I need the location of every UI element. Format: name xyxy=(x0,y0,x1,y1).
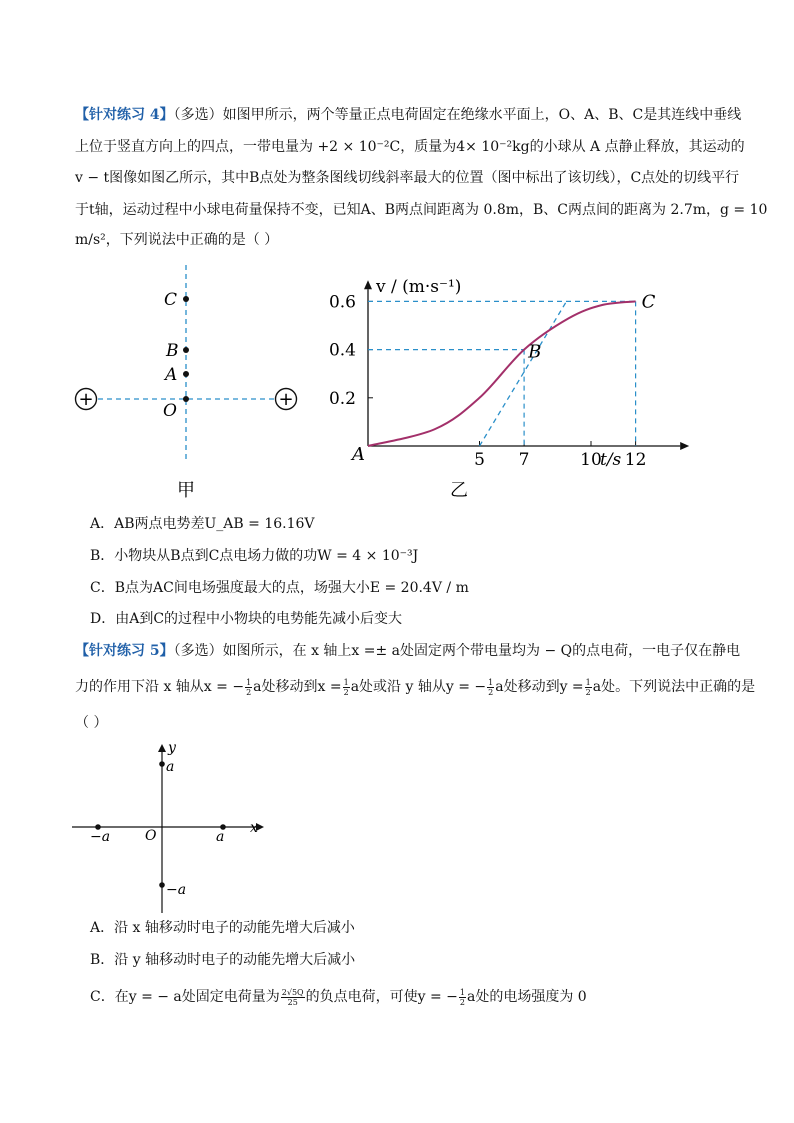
chart-x-tick-label: 10 xyxy=(580,450,602,470)
label-left-neg-a: −a xyxy=(90,829,111,845)
q4-line-5: m/s²，下列说法中正确的是（ ） xyxy=(75,232,279,248)
point-top-a xyxy=(159,761,165,767)
q4-option-a[interactable]: A．AB两点电势差U_AB = 16.16V xyxy=(90,516,315,532)
q5-option-b[interactable]: B．沿 y 轴移动时电子的动能先增大后减小 xyxy=(90,952,356,968)
q5-text-2e: a处。下列说法中正确的是 xyxy=(592,679,756,695)
q5-option-c-text-b: 的负点电荷，可使y = − xyxy=(305,989,458,1005)
q4-option-b[interactable]: B．小物块从B点到C点电场力做的功W = 4 × 10⁻³J xyxy=(90,548,419,564)
right-charge-sign: + xyxy=(278,389,294,410)
left-charge-sign: + xyxy=(78,389,94,410)
fraction-half-4: $\frac{1}{2}$ xyxy=(585,677,591,697)
q4-line-3: v − t图像如图乙所示，其中B点处为整条图线切线斜率最大的位置（图中标出了该切线），C点处的切线平行 xyxy=(75,170,740,186)
q5-option-c-text-a: C．在y = − a处固定电荷量为 xyxy=(90,989,280,1005)
chart-x-tick-label: 7 xyxy=(518,450,530,470)
fraction-half-3: $\frac{1}{2}$ xyxy=(488,677,494,697)
caption-yi: 乙 xyxy=(450,480,468,501)
chart-point-label-b: B xyxy=(528,341,542,363)
fraction-half-2: $\frac{1}{2}$ xyxy=(343,677,349,697)
chart-point-label-c: C xyxy=(641,291,656,313)
q4-option-d[interactable]: D．由A到C的过程中小物块的电势能先减小后变大 xyxy=(90,611,403,627)
q4-text-1: 如图甲所示，两个等量正点电荷固定在绝缘水平面上，O、A、B、C是其连线中垂线 xyxy=(222,107,742,123)
q5-text-2d: a处移动到y = xyxy=(495,679,584,695)
chart-x-tick-label: 12 xyxy=(624,450,647,470)
fraction-half-1: $\frac{1}{2}$ xyxy=(246,677,252,697)
x-axis-label: x xyxy=(250,820,258,836)
chart-y-tick-label: 0.4 xyxy=(328,340,356,361)
q5-text-1: 如图所示，在 x 轴上x =± a处固定两个带电量均为 − Q的点电荷，一电子仅在静电 xyxy=(222,643,741,659)
label-o: O xyxy=(163,401,177,421)
chart-x-tick-label: 5 xyxy=(474,450,485,470)
label-a: A xyxy=(165,365,178,385)
chart-y-tick-label: 0.6 xyxy=(328,292,356,313)
fraction-half-5: $\frac{1}{2}$ xyxy=(459,987,465,1007)
q5-multi: （多选） xyxy=(173,643,223,659)
label-b: B xyxy=(166,341,179,361)
q4-multi: （多选） xyxy=(173,107,223,123)
q5-line-3: （ ） xyxy=(75,715,108,731)
chart-xlabel: t/s xyxy=(600,450,622,470)
q5-tag: 【针对练习 5】 xyxy=(75,643,174,659)
y-axis-label: y xyxy=(168,740,176,756)
q4-option-c[interactable]: C．B点为AC间电场强度最大的点，场强大小E = 20.4V / m xyxy=(90,580,469,596)
q5-option-c[interactable] xyxy=(90,987,587,1007)
q4-line-4: 于t轴，运动过程中小球电荷量保持不变，已知A、B两点间距离为 0.8m，B、C两点间的距离为 2.7m，g = 10 xyxy=(75,202,768,218)
q4-line-2: 上位于竖直方向上的四点，一带电量为 +2 × 10⁻²C，质量为4× 10⁻²kg的小球从 A 点静止释放，其运动的 xyxy=(75,139,745,155)
caption-jia: 甲 xyxy=(177,480,195,501)
q5-text-2a: 力的作用下沿 x 轴从x = − xyxy=(75,679,245,695)
q5-text-2b: a处移动到x = xyxy=(253,679,342,695)
chart-ylabel: v / (m·s⁻¹) xyxy=(376,277,462,297)
chart-point-label-a: A xyxy=(352,444,365,465)
chart-y-tick-label: 0.2 xyxy=(328,388,356,409)
label-bottom-neg-a: −a xyxy=(166,882,187,898)
q5-text-2c: a处或沿 y 轴从y = − xyxy=(350,679,487,695)
point-bottom-neg-a xyxy=(159,882,165,888)
q5-option-a[interactable]: A．沿 x 轴移动时电子的动能先增大后减小 xyxy=(90,920,355,936)
label-top-a: a xyxy=(166,759,175,775)
fraction-charge: $\frac{2√5Q}{25}$ xyxy=(281,987,304,1007)
q5-option-c-text-c: a处的电场强度为 0 xyxy=(467,989,587,1005)
label-c: C xyxy=(164,290,178,310)
label-origin: O xyxy=(145,828,157,844)
q4-tag: 【针对练习 4】 xyxy=(75,107,174,123)
y-axis-arrow-icon xyxy=(158,744,166,752)
label-right-a: a xyxy=(216,829,225,845)
